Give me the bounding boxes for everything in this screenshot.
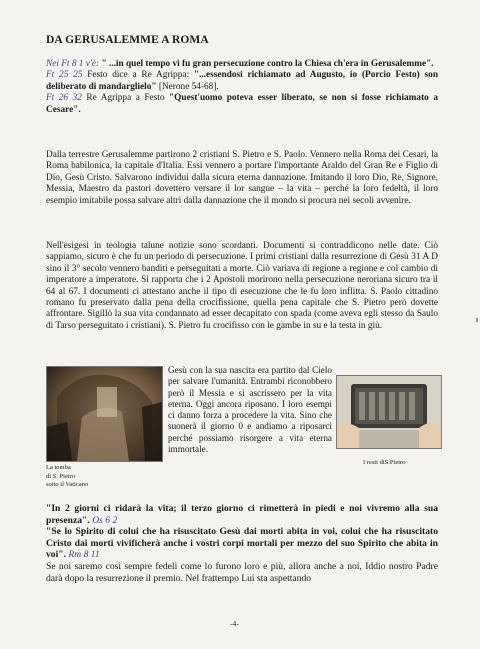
quote-3 [46, 93, 438, 116]
quote-3-text: "Quest'uomo poteva esser liberato, se non si fosse richiamato a Cesare". [46, 93, 438, 115]
quote-1-text: " ...in quel tempo vi fu gran persecuzione contro la Chiesa ch'era in Gerusalemme". [101, 59, 434, 69]
middle-column-text: Gesù con la sua nascita era partito dal Cielo per salvare l'umanità. Entrambi riconobbero però il Messia e si ascrissero per la vita eterna. Oggi ancora riposano. I loro esempi ci danno forza a procedere la vita. Sino che suonerà il giorno 0 e andiamo a riposarci perché possiamo risorgere a vita eterna immortale. [168, 365, 332, 455]
quote-2 [46, 70, 438, 93]
tomb-illustration [47, 367, 162, 461]
quote-2-intro: Festo dice a Re Agrippa: [87, 70, 190, 81]
tomb-caption-line-1: La tomba [46, 464, 71, 471]
paragraph-1-text: Dalla terrestre Gerusalemme partirono 2 cristiani S. Pietro e S. Paolo. Vennero nella Roma dei Cesari, la Roma babilonica, la capitale d'Italia. Essi vennero a portare l'importante Araldo del Gran Re e Figlio di Dio, Gesù Cristo. Salvarono individui dalla sicura eterna dannazione. Imitando il loro Dio, Re, Signore, Messia, Maestro da pastori dovettero versare il lor sangue – la vita – perché la loro fedeltà, il loro esempio imitabile possa salvare altri dalla dannazione che il mondo si procura nei secoli avvenire. [46, 150, 438, 206]
quote-2-ref: Ft 25 25 [46, 70, 83, 81]
quote-5-text: "Se lo Spirito di colui che ha risuscitato Gesù dai morti abita in voi, colui che ha risuscitato Cristo dai morti vivificherà anche i vostri corpi mortali per mezzo del suo Spirito che abita in voi". [46, 526, 438, 561]
intro-quotes [46, 59, 438, 116]
quote-1 [46, 59, 438, 70]
paragraph-2-text: Nell'esigesi in teologia talune notizie sono scordanti. Documenti si contraddicono nelle date. Ciò sappiamo, sicuro è che fu un periodo di persecuzione. I primi cristiani dalla resurrezione di Gesù 31 A D sino il 3° secolo vennero banditi e perseguitati a morte. Ciò variava di regione a regione e col cambio di imperatore a imperatore. Si rapporta che i 2 Apostoli morirono nella persecuzione neroriana sicuro tra il 64 al 67. I documenti ci attestano anche il tipo di esecuzione che le fu loro inflitta. S. Paolo cittadino romano fu preservato dalla pena della crocifissione, quella pena capitale che S. Pietro però dovette affrontare. Sigillò la sua vita condannato ad esser decapitato con spada (come aveva egli stesso da Saulo di Tarso perseguitato i cristiani). S. Pietro fu crocifisso con le gambe in su e la testa in giù. [46, 241, 438, 331]
paragraph-2 [46, 241, 438, 332]
relics-illustration [337, 376, 441, 448]
quote-3-ref: Ft 26 32 [46, 93, 82, 104]
quote-2-text: "...essendosi richiamato ad Augusto, io (Porcio Festo) son deliberato di mandarglielo" [46, 70, 438, 92]
paragraph-1 [46, 150, 438, 207]
closing-paragraph: Se noi saremo così sempre fedeli come lo furono loro e più, allora anche a noi, Iddio nostro Padre darà dopo la resurrezione il premio. Nel frattempo Lui sta aspettando [46, 560, 438, 584]
quote-4 [46, 503, 438, 526]
tomb-caption-line-3: sotto il Vaticano [46, 481, 89, 488]
quote-4-text: "In 2 giorni ci ridarà la vita; il terzo giorno ci rimetterà in piedi e noi vivremo alla sua presenza". [46, 503, 438, 526]
tomb-image [46, 366, 163, 462]
quote-2-note: [Nerone 54-68]. [158, 81, 219, 92]
relics-caption: I resti diS.Pietro [363, 459, 406, 466]
bottom-quotes [46, 503, 438, 584]
relics-image [336, 375, 442, 449]
quote-4-ref: Os 6 2 [92, 514, 118, 526]
page-number: -4- [230, 619, 239, 628]
quote-5-ref: Rm 8 11 [68, 549, 100, 561]
quote-1-ref: Nei Ft 8 1 v'è: [46, 59, 100, 69]
quote-5 [46, 526, 438, 561]
quote-3-intro: Re Agrippa a Festo [86, 93, 165, 104]
scan-mark [476, 318, 478, 322]
tomb-caption-line-2: di S. Pietro [46, 472, 76, 480]
tomb-caption [46, 464, 88, 490]
page-title: DA GERUSALEMME A ROMA [46, 34, 209, 46]
